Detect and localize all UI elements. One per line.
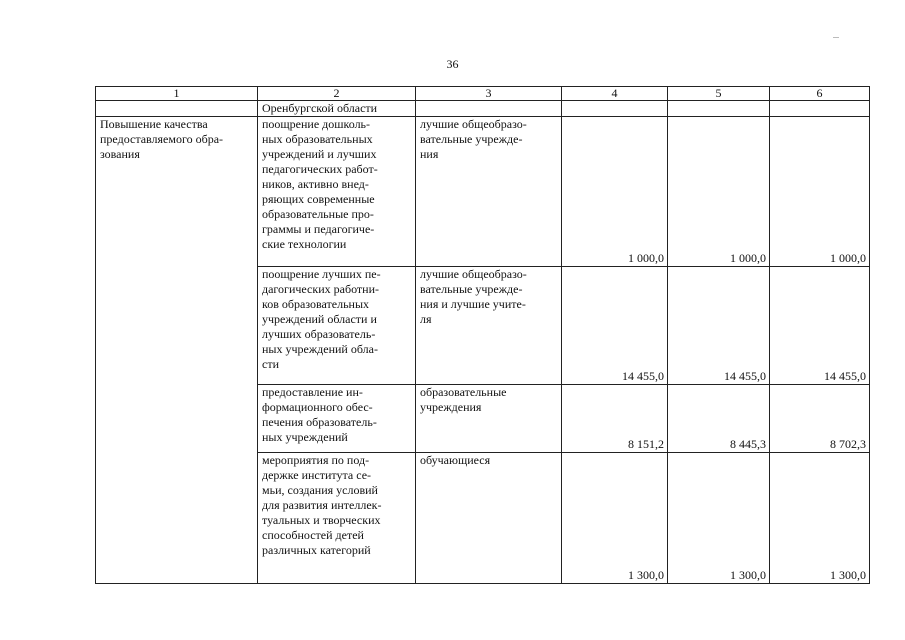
recipients-text: лучшие общеобразо- вательные учрежде- ния и лучшие учите- ля (420, 267, 527, 326)
table-row (96, 267, 870, 385)
section-title-cell (96, 117, 258, 267)
column-header-5: 5 (668, 87, 770, 101)
value-col6: 1 000,0 (770, 117, 870, 267)
value-col6: 14 455,0 (770, 267, 870, 385)
measure-cell (258, 453, 416, 584)
value-col5: 8 445,3 (668, 385, 770, 453)
column-header-3: 3 (416, 87, 562, 101)
value-col5: 1 000,0 (668, 117, 770, 267)
recipients-text: обучающиеся (420, 453, 491, 467)
empty-cell (416, 101, 562, 117)
empty-cell (96, 385, 258, 453)
scan-mark (833, 37, 839, 38)
column-header-2: 2 (258, 87, 416, 101)
recipients-cell (416, 453, 562, 584)
value-col6: 1 300,0 (770, 453, 870, 584)
table-header-row (96, 87, 870, 101)
value-col4: 8 151,2 (562, 385, 668, 453)
value-col4: 14 455,0 (562, 267, 668, 385)
table-row (96, 117, 870, 267)
table-row (96, 453, 870, 584)
measure-text: поощрение дошколь- ных образовательных учреждений и лучших педагогических работ- ников, активно внед- ряющих современные образовательные про- граммы и педагогиче- ские технологии (262, 117, 378, 251)
measure-text: поощрение лучших пе- дагогических работни- ков образовательных учреждений области и лучших образователь- ных учреждений обла- сти (262, 267, 381, 371)
recipients-cell (416, 117, 562, 267)
recipients-text: образовательные учреждения (420, 385, 507, 414)
recipients-text: лучшие общеобразо- вательные учрежде- ния (420, 117, 527, 161)
empty-cell (96, 267, 258, 385)
empty-cell (96, 101, 258, 117)
table-row (96, 385, 870, 453)
measure-text: мероприятия по под- держке института се- мьи, создания условий для развития интеллек- туальных и творческих способностей детей различных категорий (262, 453, 382, 557)
column-header-4: 4 (562, 87, 668, 101)
value-col6: 8 702,3 (770, 385, 870, 453)
value-col4: 1 000,0 (562, 117, 668, 267)
recipients-cell (416, 267, 562, 385)
empty-cell (562, 101, 668, 117)
column-header-1: 1 (96, 87, 258, 101)
value-col5: 1 300,0 (668, 453, 770, 584)
empty-cell (96, 453, 258, 584)
column-header-6: 6 (770, 87, 870, 101)
empty-cell (668, 101, 770, 117)
empty-cell (770, 101, 870, 117)
continued-text-cell: Оренбургской области (258, 101, 416, 117)
measure-cell (258, 385, 416, 453)
section-title: Повышение качества предоставляемого обра- зования (100, 117, 224, 161)
table-row-continuation (96, 101, 870, 117)
value-col5: 14 455,0 (668, 267, 770, 385)
measure-cell (258, 267, 416, 385)
value-col4: 1 300,0 (562, 453, 668, 584)
measure-cell (258, 117, 416, 267)
recipients-cell (416, 385, 562, 453)
page-number: 36 (446, 57, 459, 71)
budget-table (95, 86, 870, 584)
measure-text: предоставление ин- формационного обес- печения образователь- ных учреждений (262, 385, 377, 444)
